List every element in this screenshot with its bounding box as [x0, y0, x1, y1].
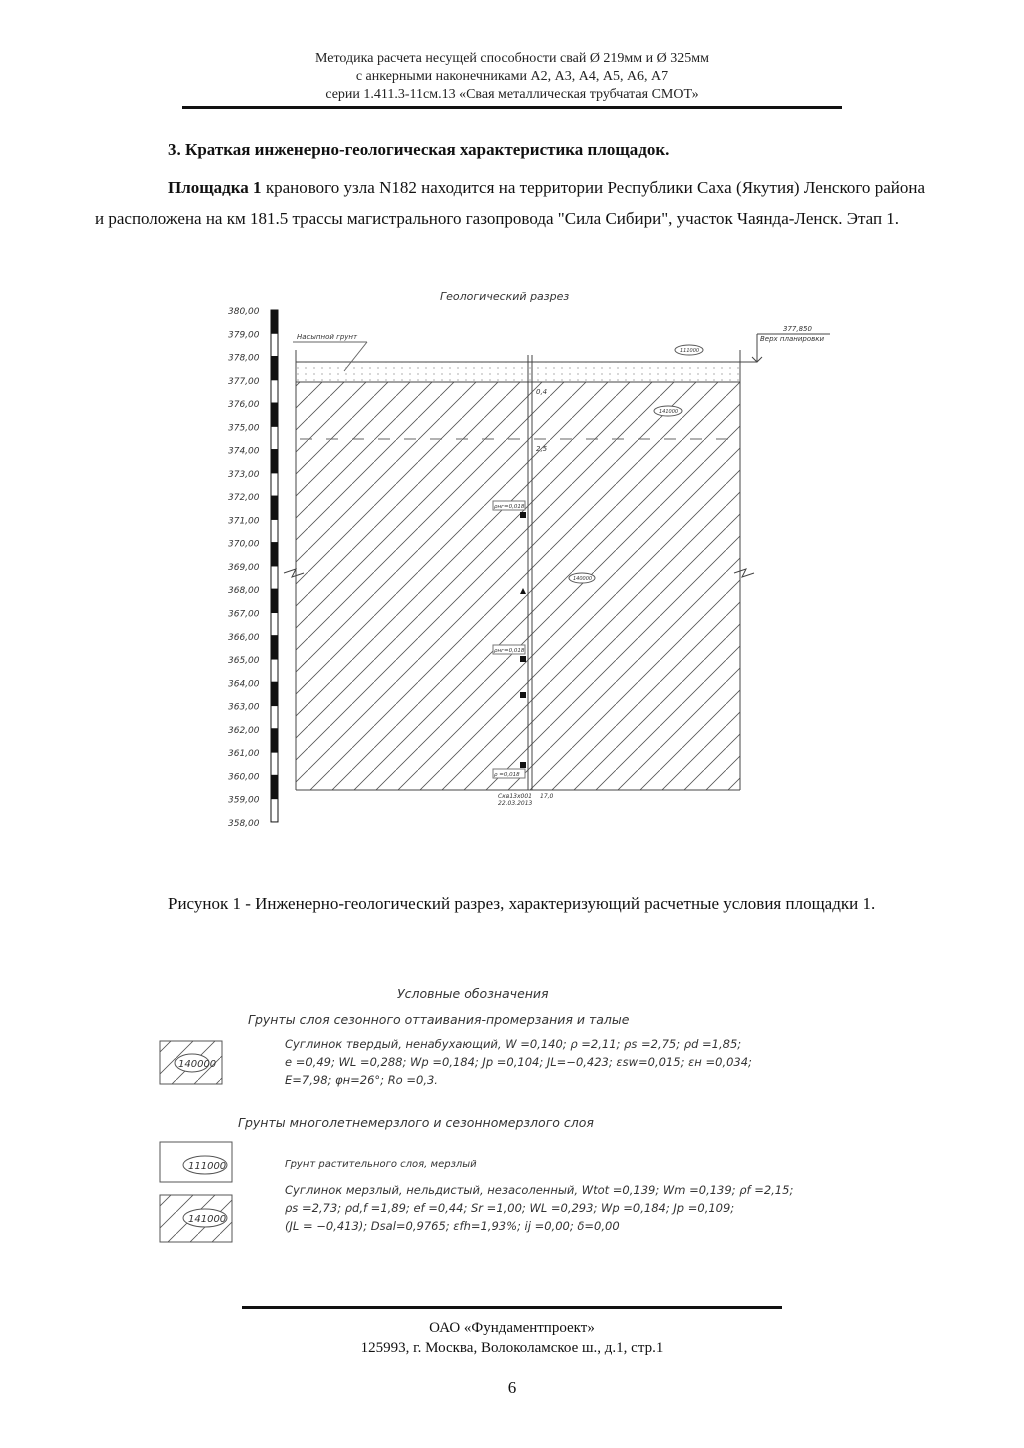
- loam-layer: [296, 382, 740, 790]
- code-141000: 141000: [659, 409, 679, 415]
- scale-segment: [271, 543, 278, 566]
- footer-org: ОАО «Фундаментпроект»: [429, 1320, 595, 1336]
- legend-text-line: e =0,49; WL =0,288; Wp =0,184; Jp =0,104; JL=−0,423; εsw=0,015; εн =0,034;: [285, 1055, 752, 1069]
- elevation-value: 377,850: [783, 325, 812, 333]
- scale-segment: [271, 613, 278, 636]
- fill-soil-label: Насыпной грунт: [297, 333, 358, 341]
- scale-label: 366,00: [228, 632, 260, 643]
- elevation-scale: [228, 307, 278, 829]
- header-line: Методика расчета несущей способности свай Ø 219мм и Ø 325мм: [315, 51, 709, 66]
- legend-text-line: Суглинок мерзлый, нельдистый, незасоленный, Wtot =0,139; Wm =0,139; ρf =2,15;: [285, 1183, 794, 1197]
- scale-label: 362,00: [228, 725, 260, 736]
- scale-label: 378,00: [228, 353, 260, 364]
- figure-caption: Рисунок 1 - Инженерно-геологический разрез, характеризующий расчетные условия площадки 1.: [168, 894, 876, 913]
- header-line: с анкерными наконечниками А2, А3, А4, А5, А6, А7: [355, 69, 669, 84]
- scale-segment: [271, 310, 278, 333]
- elevation-label: Верх планировки: [760, 335, 825, 343]
- sample-marker: [520, 692, 526, 698]
- legend-text-line: Суглинок твердый, ненабухающий, W =0,140; ρ =2,11; ρs =2,75; ρd =1,85;: [285, 1037, 742, 1051]
- legend-group-2: Грунты многолетнемерзлого и сезонномерзлого слоя: [238, 1115, 594, 1130]
- footer-address: 125993, г. Москва, Волоколамское ш., д.1, стр.1: [360, 1340, 664, 1356]
- scale-label: 377,00: [228, 376, 260, 387]
- footer: [0, 1318, 1024, 1358]
- borehole-date: 22.03.2013: [498, 800, 533, 807]
- legend-text-line: E=7,98; φн=26°; Ro =0,3.: [285, 1073, 438, 1087]
- scale-segment: [271, 450, 278, 473]
- scale-label: 379,00: [228, 330, 260, 341]
- scale-segment: [271, 682, 278, 705]
- scale-label: 363,00: [228, 702, 260, 713]
- scale-segment: [271, 566, 278, 589]
- scale-label: 369,00: [228, 562, 260, 573]
- fill-soil-layer: [296, 362, 740, 382]
- scale-segment: [271, 729, 278, 752]
- scale-segment: [271, 799, 278, 822]
- depth-2-5: 2,5: [536, 445, 548, 453]
- scale-segment: [271, 426, 278, 449]
- header-line: серии 1.411.3-11см.13 «Свая металлическая трубчатая СМОТ»: [325, 87, 699, 102]
- depth-0-4: 0,4: [536, 388, 548, 396]
- footer-rule: [242, 1306, 782, 1309]
- scale-label: 376,00: [228, 400, 260, 411]
- scale-segment: [271, 403, 278, 426]
- sample-marker: [520, 656, 526, 662]
- sample-marker: [520, 512, 526, 518]
- scale-label: 364,00: [228, 679, 260, 690]
- scale-label: 370,00: [228, 539, 260, 550]
- legend-text-line: (JL = −0,413); Dsal=0,9765; εfh=1,93%; ij =0,00; δ=0,00: [285, 1219, 620, 1233]
- scale-label: 368,00: [228, 586, 260, 597]
- scale-segment: [271, 357, 278, 380]
- legend-text-line: Грунт растительного слоя, мерзлый: [285, 1159, 477, 1170]
- scale-segment: [271, 636, 278, 659]
- borehole-id: Скв13х001: [498, 793, 532, 800]
- scale-label: 358,00: [228, 818, 260, 829]
- legend-text-line: ρs =2,73; ρd,f =1,89; ef =0,44; Sr =1,00; WL =0,293; Wp =0,184; Jp =0,109;: [285, 1201, 735, 1215]
- sample-label: ρ =0,018: [494, 772, 520, 778]
- scale-label: 373,00: [228, 469, 260, 480]
- scale-segment: [271, 496, 278, 519]
- scale-label: 375,00: [228, 423, 260, 434]
- scale-label: 359,00: [228, 795, 260, 806]
- code-140000: 140000: [573, 576, 593, 582]
- scale-label: 372,00: [228, 493, 260, 504]
- scale-segment: [271, 752, 278, 775]
- sample-label: ρнг=0,018: [494, 504, 525, 510]
- scale-segment: [271, 659, 278, 682]
- scale-segment: [271, 775, 278, 798]
- section-title: 3. Краткая инженерно-геологическая характеристика площадок.: [168, 140, 670, 159]
- scale-label: 367,00: [228, 609, 260, 620]
- scale-label: 371,00: [228, 516, 260, 527]
- code-111000: 111000: [680, 348, 700, 354]
- scale-segment: [271, 380, 278, 403]
- sample-label: ρнг=0,018: [494, 648, 525, 654]
- scale-segment: [271, 333, 278, 356]
- legend-title: Условные обозначения: [397, 986, 549, 1001]
- scale-label: 360,00: [228, 772, 260, 783]
- scale-label: 361,00: [228, 749, 260, 760]
- borehole-depth: 17,0: [540, 793, 554, 800]
- site-text: кранового узла N182 находится на территории Республики Саха (Якутия) Ленского района и расположена на км 181.5 трассы магистрального газопровода "Сила Сибири", участок Чаянда-Ленск. Этап 1.: [95, 178, 926, 228]
- legend-code: 141000: [188, 1214, 227, 1225]
- site-name: Площадка 1: [168, 178, 262, 197]
- scale-label: 380,00: [228, 307, 260, 317]
- figure-title: Геологический разрез: [440, 290, 570, 303]
- legend-code: 111000: [188, 1161, 227, 1172]
- legend: [0, 970, 1024, 1250]
- legend-group-1: Грунты слоя сезонного оттаивания-промерзания и талые: [248, 1012, 630, 1027]
- scale-segment: [271, 589, 278, 612]
- scale-segment: [271, 473, 278, 496]
- scale-label: 365,00: [228, 656, 260, 667]
- scale-segment: [271, 519, 278, 542]
- sample-marker: [520, 762, 526, 768]
- legend-code: 140000: [178, 1059, 217, 1070]
- page-number: 6: [507, 1378, 517, 1397]
- scale-segment: [271, 706, 278, 729]
- scale-label: 374,00: [228, 446, 260, 457]
